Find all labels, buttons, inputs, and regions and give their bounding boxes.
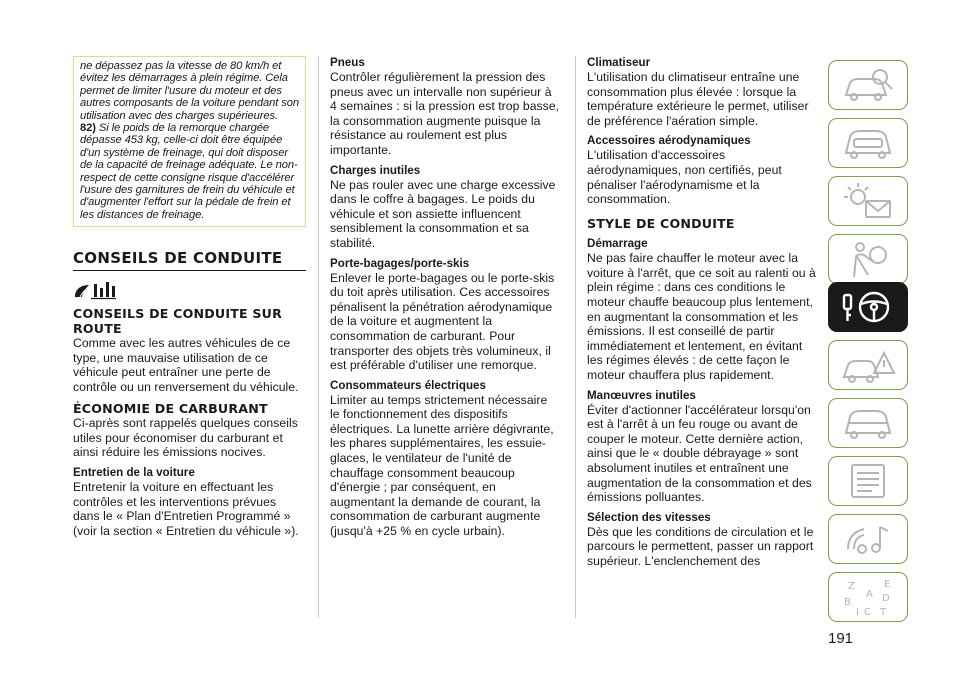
aero-accessories-text: L'utilisation d'accessoires aérodynamiques, non certifiés, peut pénaliser l'aérodynamisme et la consommation.	[587, 148, 782, 207]
starting-text: Ne pas faire chauffer le moteur avec la voiture à l'arrêt, que ce soit au ralenti ou à plein régime : dans ces conditions le moteur chauffe beaucoup plus lentement, en augmentant la consommation et les émissions. Il est conseillé de partir immédiatement et lentement, en évitant les régimes élevés : de cette façon le moteur chauffera plus rapidement.	[587, 251, 816, 382]
warning-number: 82)	[80, 122, 96, 135]
heading-air-conditioning: Climatiseur	[587, 56, 651, 69]
air-conditioning-text: L'utilisation du climatiseur entraîne une consommation plus élevée : lorsque la température extérieure le permet, utiliser de préférence l'aération simple.	[587, 70, 809, 128]
tab-index[interactable]	[828, 572, 908, 622]
car-dashboard-icon	[840, 123, 896, 163]
heading-roof-racks: Porte-bagages/porte-skis	[330, 256, 470, 270]
electrical-consumers-text: Limiter au temps strictement nécessaire le fonctionnement des dispositifs électriques. La lunette arrière dégivrante, les phares supplémentaires, les essuie-glaces, le ventilateur de l'unité de chauffage consomment beaucoup d'énergie ; par conséquent, en augmentant la demande de courant, la consommation de carburant augmente (jusqu'à +25 % en cycle urbain).	[330, 392, 554, 539]
car-service-icon	[840, 403, 896, 443]
column-right	[587, 56, 817, 569]
heading-electrical-consumers: Consommateurs électriques	[330, 378, 486, 392]
warning-box	[73, 56, 306, 227]
heading-fuel-economy: ÉCONOMIE DE CARBURANT	[73, 400, 268, 416]
index-letter: B	[844, 597, 851, 608]
heading-driving-style: STYLE DE CONDUITE	[587, 215, 735, 231]
eco-drive-icon	[73, 279, 306, 301]
column-middle	[330, 56, 560, 539]
car-maintenance-text: Entretenir la voiture en effectuant les contrôles et les interventions prévues dans le « Plan d'Entretien Programmé » (voir la section « Entretien du véhicule »).	[73, 479, 299, 538]
useless-loads-text: Ne pas rouler avec une charge excessive dans le coffre à bagages. Le poids du véhicule et son assiette influencent sensiblement la consommation et sa stabilité.	[330, 177, 556, 250]
tab-technical-data[interactable]	[828, 456, 908, 506]
index-letter: E	[884, 579, 891, 590]
roof-racks-text: Enlever le porte-bagages ou le porte-skis du toit après utilisation. Ces accessoires pénalisent la pénétration aérodynamique de la voiture et augmentent la consommation de carburant. Pour transporter des objets très volumineux, il est préférable d'utiliser une remorque.	[330, 270, 555, 373]
car-search-icon	[840, 65, 896, 105]
warning-paragraph-1: ne dépassez pas la vitesse de 80 km/h et évitez les démarrages à plein régime. Cela permet de limiter l'usure du moteur et des autres composants de la voiture pendant son utilisation avec des charges supérieures.	[80, 60, 299, 122]
tab-getting-to-know[interactable]	[828, 60, 908, 110]
heading-starting: Démarrage	[587, 237, 648, 251]
tab-multimedia[interactable]	[828, 514, 908, 564]
tires-text: Contrôler régulièrement la pression des pneus avec un intervalle non supérieur à 4 semaines : si la pression est trop basse, la consommation augmente puisque la résistance au roulement est plus importante.	[330, 70, 560, 157]
heading-useless-maneuvers: Manœuvres inutiles	[587, 388, 696, 402]
index-letter: D	[882, 593, 890, 604]
tab-maintenance[interactable]	[828, 398, 908, 448]
heading-gear-selection: Sélection des vitesses	[587, 510, 711, 524]
heading-aero-accessories: Accessoires aérodynamiques	[587, 134, 751, 148]
multimedia-icon	[840, 519, 896, 559]
warning-text-2: Si le poids de la remorque chargée dépasse 453 kg, celle-ci doit être équipée d'un système de freinage, qui doit disposer de la capacité de freinage adéquate. Le non-respect de cette consigne risque d'accélérer l'usure des garnitures de frein du véhicule et d'augmenter l'effort sur la pédale de frein et les distances de freinage.	[80, 122, 298, 221]
index-letter: I	[856, 607, 859, 617]
tab-safety[interactable]	[828, 234, 908, 284]
warning-paragraph-2	[80, 122, 300, 221]
gear-selection-text: Dès que les conditions de circulation et le parcours le permettent, passer un rapport supérieur. L'enclenchement des	[587, 524, 814, 568]
index-letter: C	[864, 607, 871, 617]
index-letter: T	[880, 607, 887, 617]
column-left	[73, 56, 306, 538]
page-number: 191	[828, 630, 854, 647]
warning-car-icon	[840, 345, 896, 385]
tab-emergency[interactable]	[828, 340, 908, 390]
section-heading-driving-tips: CONSEILS DE CONDUITE	[73, 249, 306, 271]
heading-car-maintenance: Entretien de la voiture	[73, 465, 195, 479]
road-tips-text: Comme avec les autres véhicules de ce type, une mauvaise utilisation de ce véhicule peut entraîner une perte de contrôle ou un renversement du véhicule.	[73, 336, 299, 395]
index-letter: A	[866, 589, 873, 600]
tab-starting-driving[interactable]	[828, 282, 908, 332]
airbag-seatbelt-icon	[840, 239, 896, 279]
spec-sheet-icon	[840, 461, 896, 501]
useless-maneuvers-text: Éviter d'actionner l'accélérateur lorsqu'on est à l'arrêt à un feu rouge ou avant de couper le moteur. Cette dernière action, ainsi que le « double débrayage » sont absolument inutiles et entraînent une augmentation de la consommation et des émissions polluantes.	[587, 402, 812, 505]
key-steering-wheel-icon	[840, 287, 896, 327]
heading-useless-loads: Charges inutiles	[330, 163, 421, 177]
fuel-economy-text: Ci-après sont rappelés quelques conseils utiles pour économiser du carburant et ainsi réduire les émissions nocives.	[73, 416, 298, 460]
column-divider-right	[575, 56, 576, 618]
alphabetical-index-icon	[840, 577, 896, 617]
tab-dashboard[interactable]	[828, 118, 908, 168]
light-envelope-icon	[840, 181, 896, 221]
tab-lights-messages[interactable]	[828, 176, 908, 226]
column-divider-left	[318, 56, 319, 618]
heading-road-tips: CONSEILS DE CONDUITE SUR ROUTE	[73, 306, 282, 336]
index-letter: Z	[848, 581, 855, 592]
heading-tires: Pneus	[330, 56, 365, 69]
